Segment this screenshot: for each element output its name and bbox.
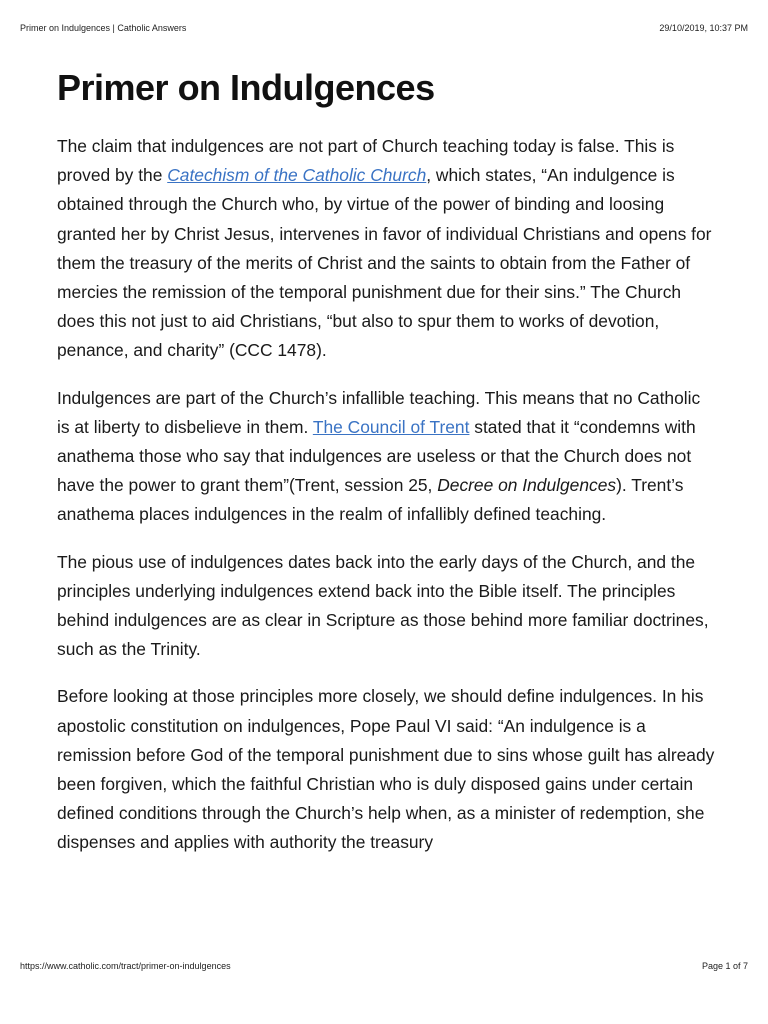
paragraph-3: The pious use of indulgences dates back into the early days of the Church, and the principles underlying indulgences extend back into the Bible itself. The principles behind indulgences are as clear in Scripture as those behind more familiar doctrines, such as the Trinity. — [57, 551, 709, 660]
article — [57, 60, 717, 876]
print-footer-url: https://www.catholic.com/tract/primer-on-indulgences — [20, 961, 231, 971]
paragraph-2-text-c: ). Trent’s anathema places indulgences in the realm of infallibly defined teaching. — [57, 475, 684, 525]
print-header-datetime: 29/10/2019, 10:37 PM — [659, 23, 748, 33]
print-header — [20, 23, 748, 33]
page-title: Primer on Indulgences — [57, 67, 435, 108]
paragraph-2-text-a: Indulgences are part of the Church’s infallible teaching. This means that no Catholic is at liberty to disbelieve in them. — [57, 387, 701, 437]
print-header-title: Primer on Indulgences | Catholic Answers — [20, 23, 187, 33]
paragraph-1 — [57, 132, 717, 366]
paragraph-1-text-a: The claim that indulgences are not part of Church teaching today is false. This is proved by the — [57, 136, 675, 186]
catechism-link[interactable]: Catechism of the Catholic Church — [167, 165, 427, 186]
paragraph-2-emphasis: Decree on Indulgences — [437, 475, 617, 496]
print-footer-page-number: Page 1 of 7 — [701, 961, 748, 971]
paragraph-2 — [57, 384, 717, 530]
paragraph-1-text-b: , which states, “An indulgence is obtained through the Church who, by virtue of the power of binding and loosing granted her by Christ Jesus, intervenes in favor of individual Christians and opens for them the treasury of the merits of Christ and the saints to obtain from the Father of mercies the remission of the temporal punishment due for their sins.” The Church does this not just to aid Christians, “but also to spur them to works of devotion, penance, and charity” (CCC 1478). — [57, 165, 712, 361]
council-of-trent-link[interactable]: The Council of Trent — [312, 416, 470, 437]
print-footer — [20, 961, 748, 971]
paragraph-2-text-b: stated that it “condemns with anathema those who say that indulgences are useless or that the Church does not have the power to grant them”(Trent, session 25, — [57, 416, 696, 496]
paragraph-4: Before looking at those principles more closely, we should define indulgences. In his apostolic constitution on indulgences, Pope Paul VI said: “An indulgence is a remission before God of the temporal punishment due to sins whose guilt has already been forgiven, which the faithful Christian who is duly disposed gains under certain defined conditions through the Church’s help when, as a minister of redemption, she dispenses and applies with authority the treasury — [57, 686, 715, 853]
